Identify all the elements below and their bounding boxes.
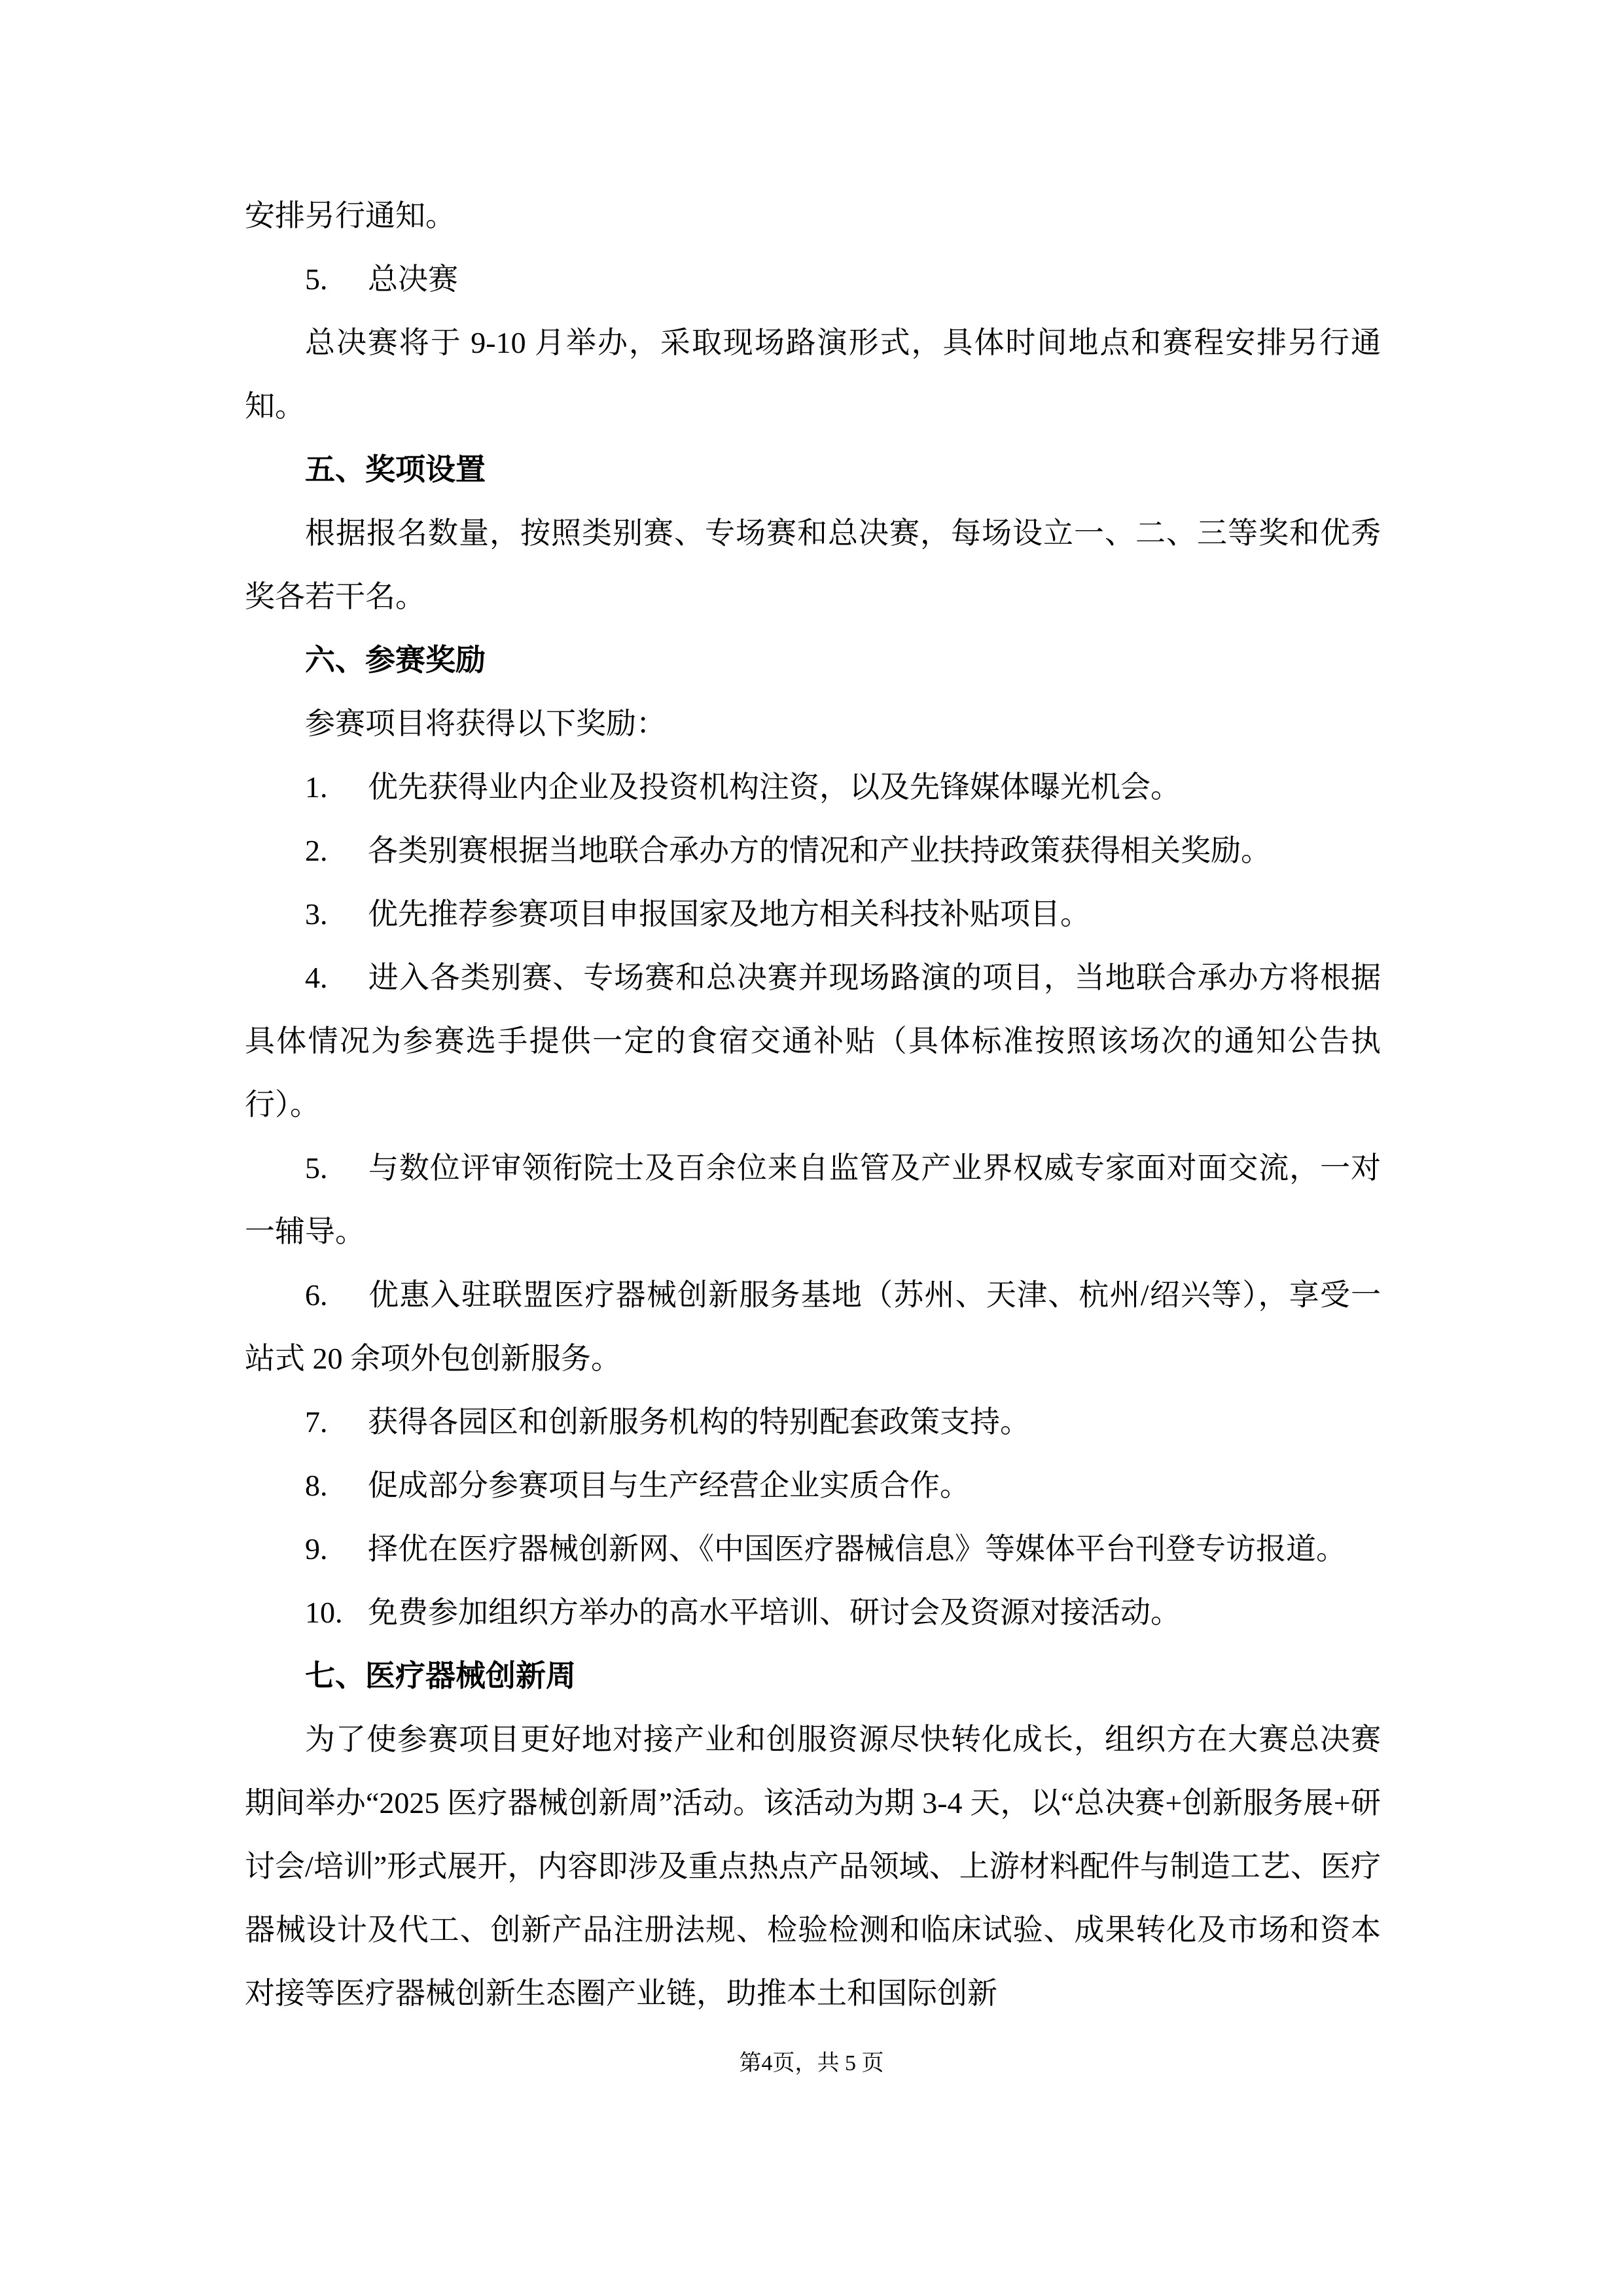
reward-item-6 <box>245 1263 1381 1390</box>
page-footer: 第4页，共 5 页 <box>739 2051 884 2075</box>
list-number: 10. <box>305 1596 343 1629</box>
list-number: 3. <box>305 897 328 931</box>
list-number: 6. <box>305 1278 328 1312</box>
paragraph-finals-schedule: 总决赛将于 9-10 月举办，采取现场路演形式，具体时间地点和赛程安排另行通知。 <box>245 326 1381 423</box>
list-item-text: 择优在医疗器械创新网、《中国医疗器械信息》等媒体平台刊登专访报道。 <box>368 1532 1346 1566</box>
reward-item-1 <box>245 755 1381 819</box>
list-item-text: 优先推荐参赛项目申报国家及地方相关科技补贴项目。 <box>368 897 1090 931</box>
list-number: 1. <box>305 770 328 804</box>
reward-item-10 <box>245 1581 1381 1644</box>
list-item-text: 与数位评审领衔院士及百余位来自监管及产业界权威专家面对面交流，一对一辅导。 <box>245 1151 1381 1248</box>
reward-item-7 <box>245 1390 1381 1454</box>
reward-item-2 <box>245 819 1381 882</box>
reward-item-3 <box>245 882 1381 946</box>
list-number: 8. <box>305 1469 328 1502</box>
list-item-text: 免费参加组织方举办的高水平培训、研讨会及资源对接活动。 <box>368 1596 1181 1629</box>
reward-item-4 <box>245 946 1381 1136</box>
list-item-text: 促成部分参赛项目与生产经营企业实质合作。 <box>368 1469 970 1502</box>
document-body <box>245 184 1381 2025</box>
list-item-text: 进入各类别赛、专场赛和总决赛并现场路演的项目，当地联合承办方将根据具体情况为参赛选手提供一定的食宿交通补贴（具体标准按照该场次的通知公告执行）。 <box>245 961 1381 1121</box>
paragraph-rewards-intro: 参赛项目将获得以下奖励： <box>305 707 666 740</box>
list-number: 2. <box>305 834 328 867</box>
list-item-text: 优惠入驻联盟医疗器械创新服务基地（苏州、天津、杭州/绍兴等），享受一站式 20 余项外包创新服务。 <box>245 1278 1381 1375</box>
heading-innovation-week: 七、医疗器械创新周 <box>305 1659 576 1693</box>
list-item-text: 获得各园区和创新服务机构的特别配套政策支持。 <box>368 1405 1030 1439</box>
reward-item-5 <box>245 1136 1381 1263</box>
reward-item-9 <box>245 1517 1381 1581</box>
list-number: 7. <box>305 1405 328 1439</box>
list-number: 5. <box>305 262 328 296</box>
list-number: 9. <box>305 1532 328 1566</box>
paragraph-awards-detail: 根据报名数量，按照类别赛、专场赛和总决赛，每场设立一、二、三等奖和优秀奖各若干名。 <box>245 516 1381 613</box>
paragraph-continuation-notice: 安排另行通知。 <box>245 199 455 232</box>
list-number: 5. <box>305 1151 328 1185</box>
heading-participation-rewards: 六、参赛奖励 <box>305 643 486 677</box>
list-item-text: 各类别赛根据当地联合承办方的情况和产业扶持政策获得相关奖励。 <box>368 834 1271 867</box>
paragraph-innovation-week: 为了使参赛项目更好地对接产业和创服资源尽快转化成长，组织方在大赛总决赛期间举办“2025 医疗器械创新周”活动。该活动为期 3-4 天，以“总决赛+创新服务展+研讨会/培训”形式展开，内容即涉及重点热点产品领域、上游材料配件与制造工艺、医疗器械设计及代工、创新产品注册法规、检验检测和临床试验、成果转化及市场和资本对接等医疗器械创新生态圈产业链，助推本土和国际创新 <box>245 1723 1381 2010</box>
list-item-finals <box>245 247 1381 311</box>
list-item-text: 总决赛 <box>368 262 458 296</box>
list-number: 4. <box>305 961 328 994</box>
reward-item-8 <box>245 1454 1381 1517</box>
list-item-text: 优先获得业内企业及投资机构注资，以及先锋媒体曝光机会。 <box>368 770 1181 804</box>
heading-awards-setup: 五、奖项设置 <box>305 452 486 486</box>
